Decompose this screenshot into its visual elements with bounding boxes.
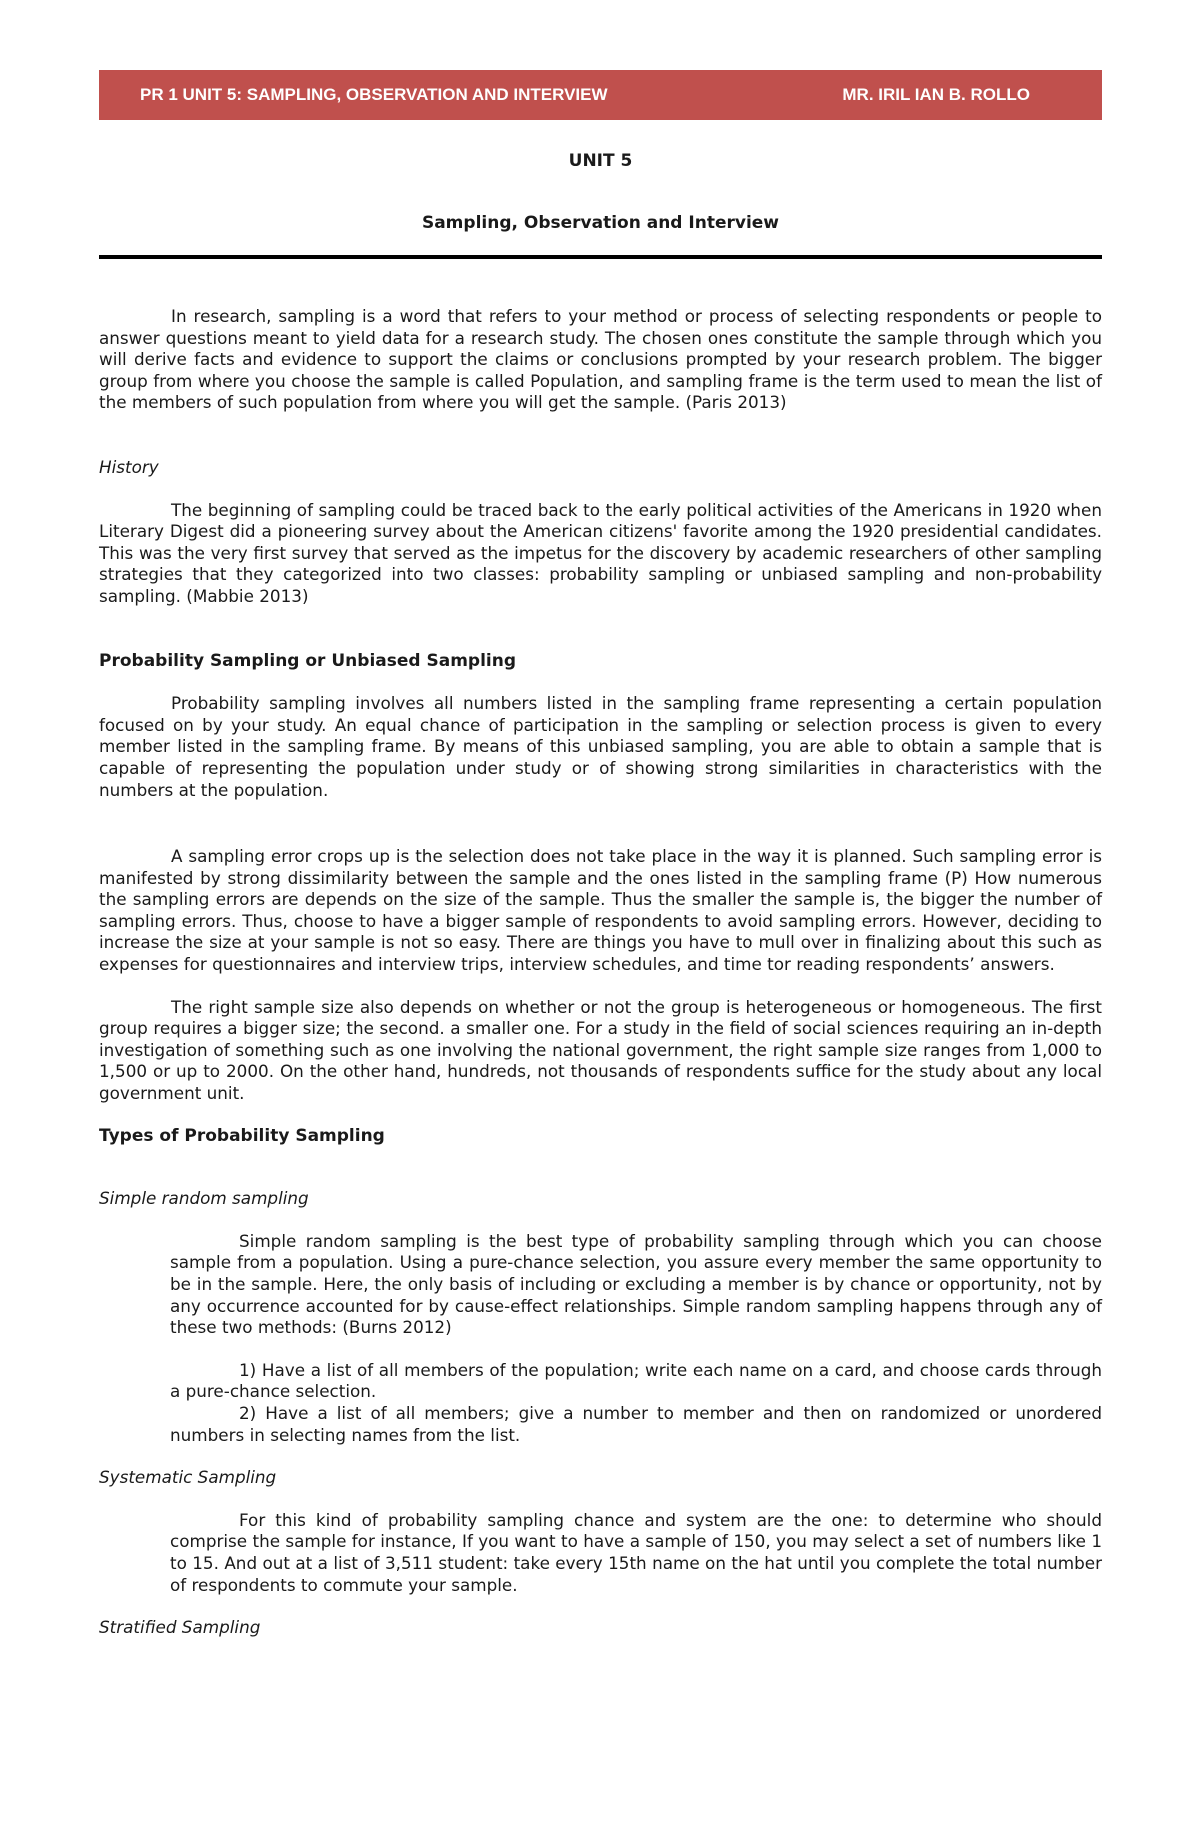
title-divider xyxy=(99,255,1102,259)
simple-random-method-1: 1) Have a list of all members of the population; write each name on a card, and choose cards through a pure-chance selection. xyxy=(170,1359,1102,1402)
systematic-heading: Systematic Sampling xyxy=(99,1467,277,1488)
history-heading: History xyxy=(99,456,159,477)
simple-random-heading: Simple random sampling xyxy=(99,1188,309,1209)
page-title: UNIT 5 xyxy=(568,151,633,171)
simple-random-method-2: 2) Have a list of all members; give a number to member and then on randomized or unordered numbers in selecting names from the list. xyxy=(170,1402,1102,1445)
systematic-paragraph: For this kind of probability sampling chance and system are the one: to determine who should comprise the sample for instance, If you want to have a sample of 150, you may select a set of numbers like 1 to 15. And out at a list of 3,511 student: take every 15th name on the hat until you complete the total number of respondents to commute your sample. xyxy=(170,1509,1102,1595)
stratified-heading: Stratified Sampling xyxy=(99,1617,261,1638)
page-subtitle: Sampling, Observation and Interview xyxy=(421,213,780,233)
probability-paragraph-1: Probability sampling involves all numbers listed in the sampling frame representing a certain population focused on by your study. An equal chance of participation in the sampling or selection process is given to every member listed in the sampling frame. By means of this unbiased sampling, you are able to obtain a sample that is capable of representing the population under study or of showing strong similarities in characteristics with the numbers at the population. xyxy=(99,693,1102,800)
probability-sampling-heading: Probability Sampling or Unbiased Sampling xyxy=(99,650,516,671)
document-page xyxy=(99,70,1102,1639)
probability-paragraph-3: The right sample size also depends on whether or not the group is heterogeneous or homogeneous. The first group requires a bigger size; the second. a smaller one. For a study in the field of social sciences requiring an in-depth investigation of something such as one involving the national government, the right sample size ranges from 1,000 to 1,500 or up to 2000. On the other hand, hundreds, not thousands of respondents suffice for the study about any local government unit. xyxy=(99,996,1102,1104)
header-course-title: PR 1 UNIT 5: SAMPLING, OBSERVATION AND INTERVIEW xyxy=(140,85,608,104)
header-author: MR. IRIL IAN B. ROLLO xyxy=(842,85,1030,104)
intro-paragraph: In research, sampling is a word that refers to your method or process of selecting respondents or people to answer questions meant to yield data for a research study. The chosen ones constitute the sample through which you will derive facts and evidence to support the claims or conclusions prompted by your research problem. The bigger group from where you choose the sample is called Population, and sampling frame is the term used to mean the list of the members of such population from where you will get the sample. (Paris 2013) xyxy=(99,306,1102,413)
simple-random-paragraph: Simple random sampling is the best type of probability sampling through which you can choose sample from a population. Using a pure-chance selection, you assure every member the same opportunity to be in the sample. Here, the only basis of including or excluding a member is by chance or opportunity, not by any occurrence accounted for by cause-effect relationships. Simple random sampling happens through any of these two methods: (Burns 2012) xyxy=(170,1230,1102,1338)
types-heading: Types of Probability Sampling xyxy=(99,1125,385,1146)
header-bar xyxy=(99,70,1102,120)
probability-paragraph-2: A sampling error crops up is the selection does not take place in the way it is planned. Such sampling error is manifested by strong dissimilarity between the sample and the ones listed in the sampling frame (P) How numerous the sampling errors are depends on the size of the sample. Thus the smaller the sample is, the bigger the number of sampling errors. Thus, choose to have a bigger sample of respondents to avoid sampling errors. However, deciding to increase the size at your sample is not so easy. There are things you have to mull over in finalizing about this such as expenses for questionnaires and interview trips, interview schedules, and time tor reading respondents’ answers. xyxy=(99,846,1102,975)
history-paragraph: The beginning of sampling could be traced back to the early political activities of the Americans in 1920 when Literary Digest did a pioneering survey about the American citizens' favorite among the 1920 presidential candidates. This was the very first survey that served as the impetus for the discovery by academic researchers of other sampling strategies that they categorized into two classes: probability sampling or unbiased sampling and non-probability sampling. (Mabbie 2013) xyxy=(99,499,1102,606)
